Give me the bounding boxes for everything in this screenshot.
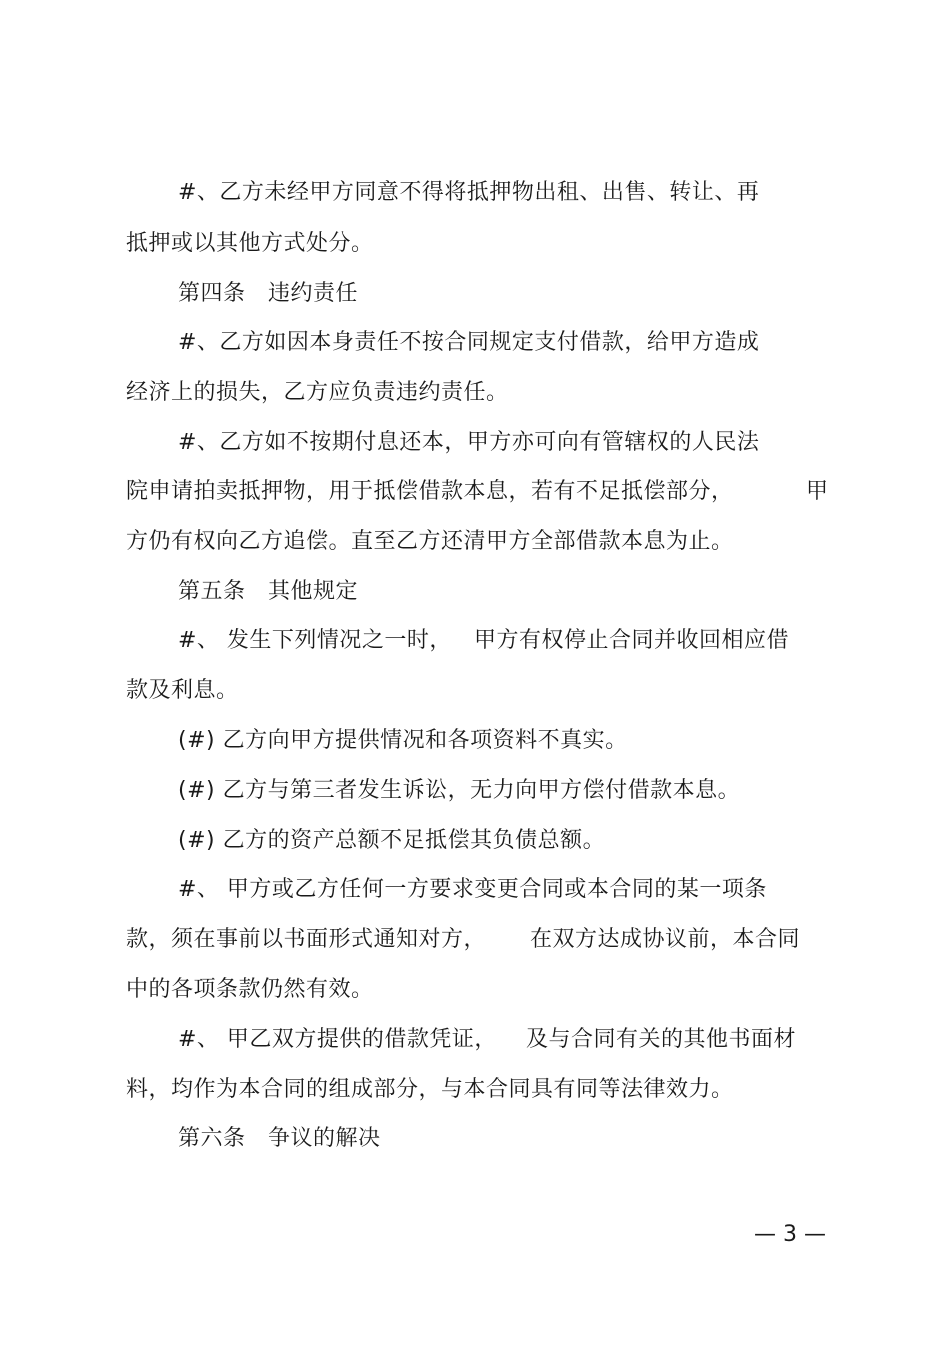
text-line: #、乙方如因本身责任不按合同规定支付借款，给甲方造成 xyxy=(178,330,760,355)
text-line: #、乙方未经甲方同意不得将抵押物出租、出售、转让、再 xyxy=(178,180,760,205)
section-heading: 第五条 其他规定 xyxy=(178,579,359,604)
text-line: 料，均作为本合同的组成部分，与本合同具有同等法律效力。 xyxy=(126,1077,734,1102)
list-item: (#) 乙方与第三者发生诉讼，无力向甲方偿付借款本息。 xyxy=(178,778,741,803)
text-line: 甲 xyxy=(806,479,829,504)
text-line: #、乙方如不按期付息还本，甲方亦可向有管辖权的人民法 xyxy=(178,430,760,455)
section-heading: 第六条 争议的解决 xyxy=(178,1126,381,1151)
page-number: — 3 — xyxy=(754,1222,826,1247)
section-heading: 第四条 违约责任 xyxy=(178,281,359,306)
text-line: 款及利息。 xyxy=(126,678,239,703)
text-line: 中的各项条款仍然有效。 xyxy=(126,977,374,1002)
text-line: 甲方有权停止合同并收回相应借 xyxy=(474,628,790,653)
text-line: 及与合同有关的其他书面材 xyxy=(526,1027,797,1052)
text-line: 在双方达成协议前，本合同 xyxy=(530,927,801,952)
text-line: 院申请拍卖抵押物，用于抵偿借款本息，若有不足抵偿部分， xyxy=(126,479,734,504)
text-line: 款，须在事前以书面形式通知对方， xyxy=(126,927,487,952)
text-line: #、 甲方或乙方任何一方要求变更合同或本合同的某一项条 xyxy=(178,877,767,902)
text-line: #、 甲乙双方提供的借款凭证， xyxy=(178,1027,497,1052)
text-line: #、 发生下列情况之一时， xyxy=(178,628,452,653)
list-item: (#) 乙方的资产总额不足抵偿其负债总额。 xyxy=(178,828,606,853)
text-line: 方仍有权向乙方追偿。直至乙方还清甲方全部借款本息为止。 xyxy=(126,529,734,554)
text-line: 抵押或以其他方式处分。 xyxy=(126,231,374,256)
text-line: 经济上的损失，乙方应负责违约责任。 xyxy=(126,380,509,405)
list-item: (#) 乙方向甲方提供情况和各项资料不真实。 xyxy=(178,728,628,753)
